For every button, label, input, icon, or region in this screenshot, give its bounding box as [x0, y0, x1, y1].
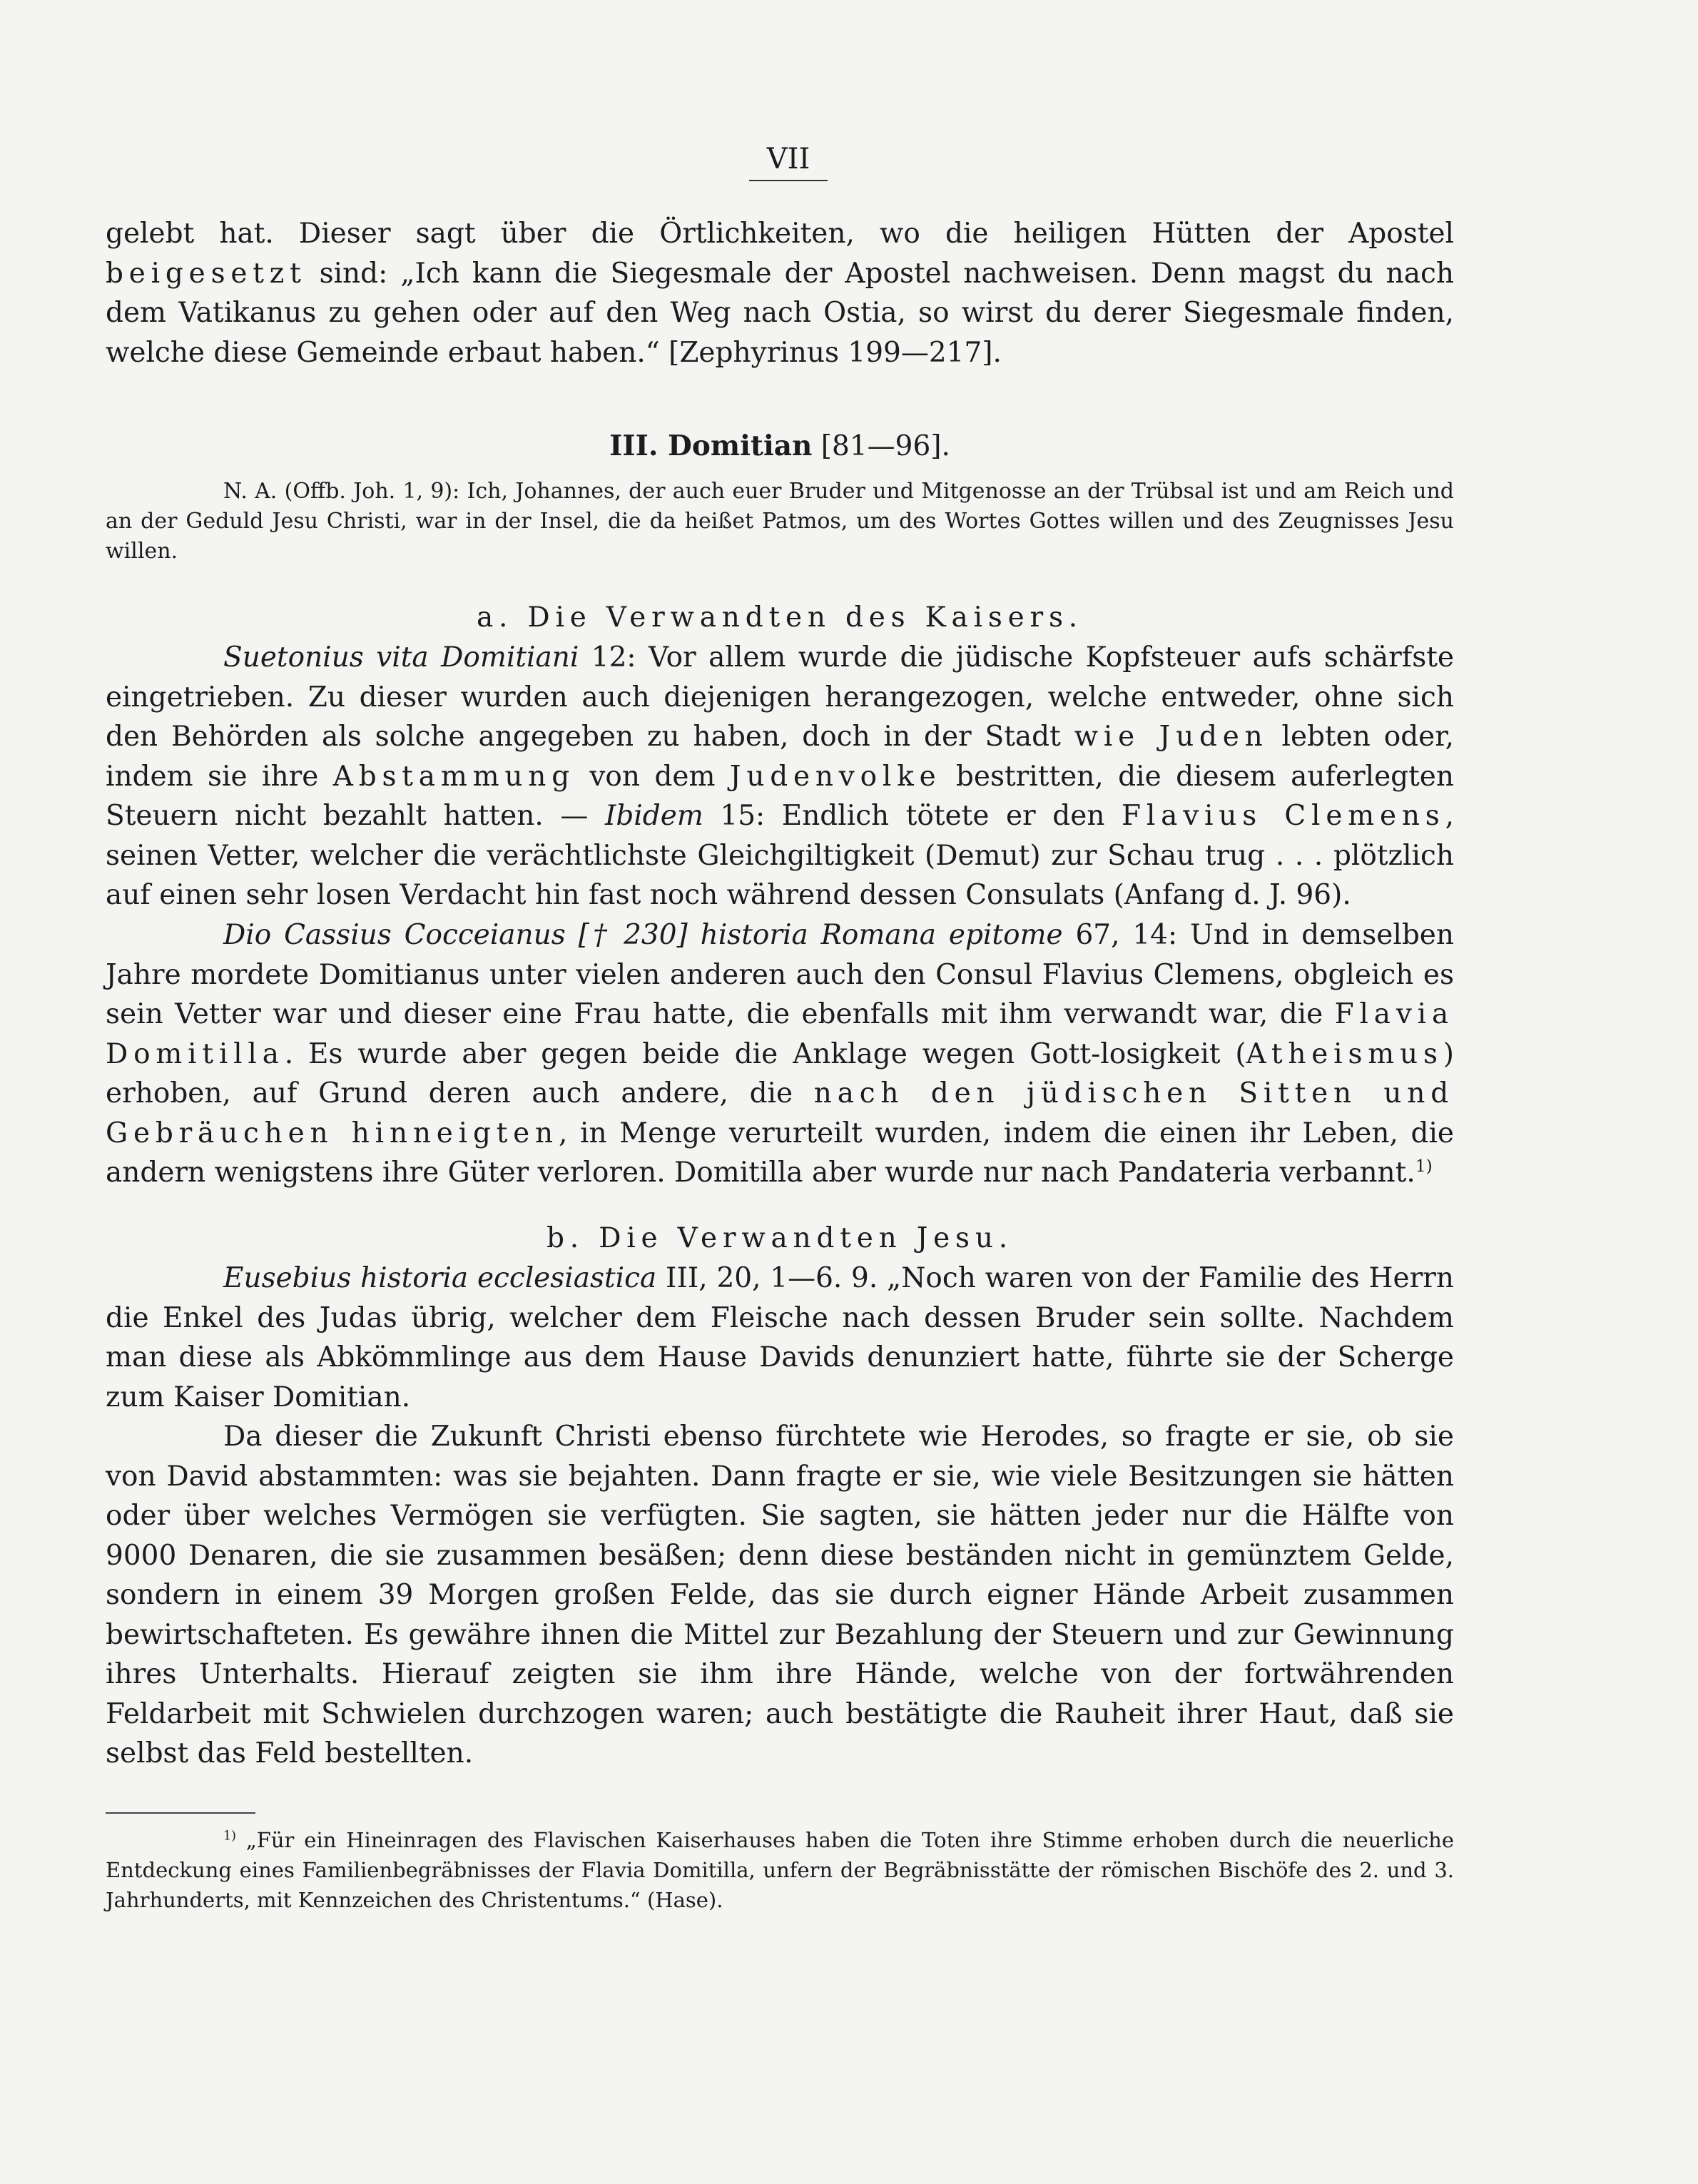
spaced-text: nach den jüdischen Sitten und Gebräuchen hinneigten: [106, 1077, 1454, 1149]
text-run: von dem: [574, 760, 730, 793]
subheading-b: b. Die Verwandten Jesu.: [546, 1222, 1013, 1254]
footnote-divider: [106, 1812, 255, 1814]
dio-paragraph: [106, 915, 1454, 1193]
text-run: , in Menge verurteilt wurden, indem die einen ihr Leben, die andern wenigstens ihre Güter verloren. Domitilla aber wurde nur nach Pandateria verbannt.: [106, 1117, 1454, 1189]
spaced-text: Flavia Domitilla: [106, 998, 1454, 1070]
source-citation: Ibidem: [604, 800, 703, 832]
text-run: gelebt hat. Dieser sagt über die Örtlichkeiten, wo die heiligen Hütten der Apostel: [106, 218, 1454, 250]
suetonius-paragraph: [106, 638, 1454, 915]
text-run: 15: Endlich tötete er den: [703, 800, 1122, 832]
section-heading: [106, 427, 1454, 467]
source-citation: Eusebius historia ecclesiastica: [223, 1262, 657, 1294]
footnote-text: „Für ein Hineinragen des Flavischen Kaiserhauses haben die Toten ihre Stimme erhoben durch die neuerliche Entdeckung eines Familienbegräbnisses der Flavia Domitilla, unfern der Begräbnisstätte der römischen Bischöfe des 2. und 3. Jahrhunderts, mit Kennzeichen des Christentums.“ (Hase).: [106, 1828, 1454, 1912]
subheading-a: a. Die Verwandten des Kaisers.: [476, 601, 1084, 634]
text-run: . Es wurde aber gegen beide die Anklage wegen Gott-losigkeit (: [284, 1037, 1246, 1070]
spaced-text: Judenvolke: [729, 760, 942, 793]
closing-paragraph: Da dieser die Zukunft Christi ebenso fürchtete wie Herodes, so fragte er sie, ob sie von David abstammten: was sie bejahten. Dann fragte er sie, wie viele Besitzungen sie hätten oder über welches Vermögen sie verfügten. Sie sagten, sie hätten jeder nur die Hälfte von 9000 Denaren, die sie zusammen besäßen; denn diese beständen nicht in gemünztem Gelde, sondern in einem 39 Morgen großen Felde, das sie durch eigner Hände Arbeit zusammen bewirtschafteten. Es gewähre ihnen die Mittel zur Bezahlung der Steuern und zur Gewinnung ihres Unterhalts. Hierauf zeigten sie ihm ihre Hände, welche von der fortwährenden Feldarbeit mit Schwielen durchzogen waren; auch bestätigte die Rauheit ihrer Haut, daß sie selbst das Feld bestellten.: [106, 1421, 1454, 1769]
text-run: sind: „Ich kann die Siegesmale der Apostel nachweisen. Denn magst du nach dem Vatikanus zu gehen oder auf den Weg nach Ostia, so wirst du derer Siegesmale finden, welche diese Gemeinde erbaut haben.“ [Zephyrinus 199—217].: [106, 257, 1454, 369]
text-run: ) erhoben, auf Grund deren auch andere, die: [106, 1037, 1454, 1109]
section-dates: [81—96].: [812, 430, 950, 462]
spaced-text: Abstammung: [332, 760, 575, 793]
text-run: 12: Vor allem wurde die jüdische Kopfsteuer aufs schärfste eingetrieben. Zu dieser wurden auch diejenigen herangezogen, welche entweder, ohne sich den Behörden als solche angegeben zu haben, doch in der Stadt: [106, 641, 1454, 753]
text-run: , seinen Vetter, welcher die verächtlichste Gleichgiltigkeit (Demut) zur Schau trug . . . plötzlich auf einen sehr losen Verdacht hin fast noch während dessen Consulats (Anfang d. J. 96).: [106, 800, 1455, 911]
text-run: bestritten, die diesem auferlegten Steuern nicht bezahlt hatten. —: [106, 760, 1454, 832]
source-citation: Suetonius vita Domitiani: [223, 641, 579, 674]
footnote: [106, 1825, 1454, 1915]
source-citation: Dio Cassius Cocceianus [† 230] historia Romana epitome: [223, 919, 1063, 951]
spaced-text: Atheismus: [1246, 1037, 1443, 1070]
intro-paragraph: [106, 214, 1454, 372]
spaced-text: Flavius Clemens: [1122, 800, 1445, 832]
footnote-mark: 1): [223, 1829, 236, 1844]
text-run: III, 20, 1—6. 9. „Noch waren von der Familie des Herrn die Enkel des Judas übrig, welcher dem Fleische nach dessen Bruder sein sollte. Nachdem man diese als Abkömmlinge aus dem Hause Davids denunziert hatte, führte sie der Scherge zum Kaiser Domitian.: [106, 1262, 1455, 1413]
page-number: VII: [749, 143, 828, 181]
eusebius-paragraph: [106, 1259, 1454, 1417]
na-quote: N. A. (Offb. Joh. 1, 9): Ich, Johannes, der auch euer Bruder und Mitgenosse an der Trübsal ist und am Reich und an der Geduld Jesu Christi, war in der Insel, die da heißet Patmos, um des Wortes Gottes willen und des Zeugnisses Jesu willen.: [106, 479, 1454, 564]
spaced-text: wie Juden: [1074, 721, 1269, 753]
spaced-text: beigesetzt: [106, 257, 307, 290]
footnote-reference: 1): [1415, 1156, 1433, 1176]
text-run: lebten oder, indem sie ihre: [106, 721, 1454, 793]
section-title: III. Domitian: [609, 430, 813, 462]
text-run: 67, 14: Und in demselben Jahre mordete Domitianus unter vielen anderen auch den Consul Flavius Clemens, obgleich es sein Vetter war und dieser eine Frau hatte, die ebenfalls mit ihm verwandt war, die: [106, 919, 1454, 1030]
